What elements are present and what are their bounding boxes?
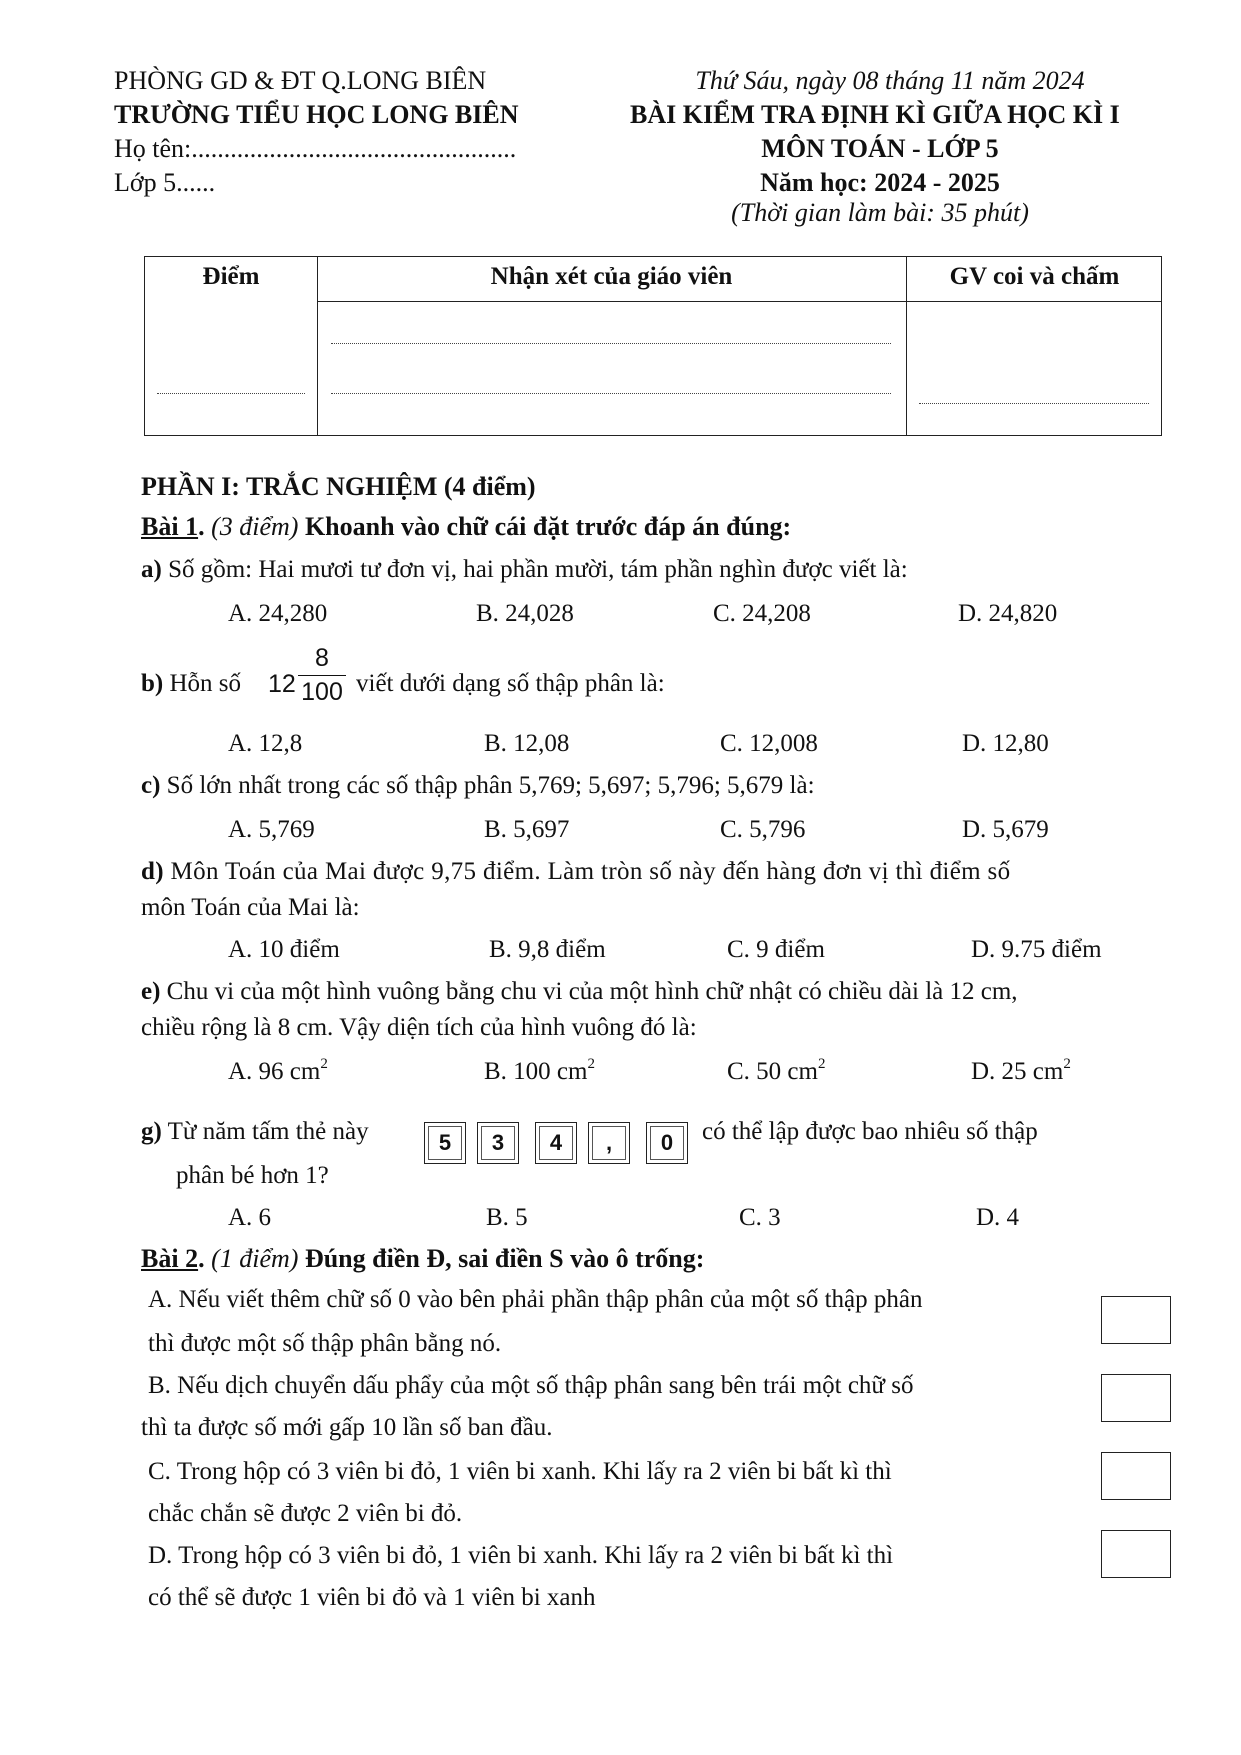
score-blank[interactable]: [157, 393, 305, 394]
question-e-label: e): [141, 978, 161, 1005]
option-c-C[interactable]: C. 5,796: [720, 816, 806, 843]
statement-D-line2: có thể sẽ được 1 viên bi đỏ và 1 viên bi xanh: [148, 1584, 596, 1611]
answer-box-C[interactable]: [1101, 1452, 1171, 1500]
question-c: [141, 772, 815, 800]
question-e-line2: chiều rộng là 8 cm. Vậy diện tích của hình vuông đó là:: [141, 1014, 697, 1041]
answer-box-A[interactable]: [1101, 1296, 1171, 1344]
statement-A-line2: thì được một số thập phân bằng nó.: [148, 1330, 502, 1357]
question-g-line2: phân bé hơn 1?: [176, 1162, 329, 1189]
question-a: [141, 556, 908, 584]
statement-C-line1: C. Trong hộp có 3 viên bi đỏ, 1 viên bi xanh. Khi lấy ra 2 viên bi bất kì thì: [148, 1458, 892, 1485]
option-b-B[interactable]: B. 12,08: [484, 730, 570, 757]
teacher-blank[interactable]: [919, 403, 1149, 404]
question-b-before: [141, 670, 241, 698]
question-b-after: viết dưới dạng số thập phân là:: [356, 670, 665, 697]
score-table: [144, 256, 1162, 436]
statement-D-line1: D. Trong hộp có 3 viên bi đỏ, 1 viên bi xanh. Khi lấy ra 2 viên bi bất kì thì: [148, 1542, 894, 1569]
bai2-label: Bài 2: [141, 1244, 199, 1273]
option-a-D[interactable]: D. 24,820: [958, 600, 1058, 627]
number-card-4: 4: [535, 1122, 577, 1164]
answer-box-D[interactable]: [1101, 1530, 1171, 1578]
option-g-C[interactable]: C. 3: [739, 1204, 781, 1231]
question-d-line2: môn Toán của Mai là:: [141, 894, 360, 921]
student-name-field[interactable]: ..................................................: [191, 134, 517, 163]
statement-B-line1: B. Nếu dịch chuyển dấu phẩy của một số thập phân sang bên trái một chữ số: [148, 1372, 914, 1399]
question-g-text-before: Từ năm tấm thẻ này: [167, 1118, 369, 1145]
answer-box-B[interactable]: [1101, 1374, 1171, 1422]
exam-date: Thứ Sáu, ngày 08 tháng 11 năm 2024: [695, 66, 1085, 95]
mixed-number-fraction: [298, 644, 346, 707]
fraction-numerator: 8: [315, 644, 329, 672]
option-b-A[interactable]: A. 12,8: [228, 730, 303, 757]
statement-A-line1: A. Nếu viết thêm chữ số 0 vào bên phải phần thập phân của một số thập phân: [148, 1286, 923, 1313]
school-name: TRƯỜNG TIỂU HỌC LONG BIÊN: [114, 100, 519, 129]
number-card-0: 0: [646, 1122, 688, 1164]
option-d-A[interactable]: A. 10 điểm: [228, 936, 340, 963]
question-g-label: g): [141, 1118, 162, 1145]
option-a-A[interactable]: A. 24,280: [228, 600, 328, 627]
number-card-5: 5: [424, 1122, 466, 1164]
option-a-C[interactable]: C. 24,208: [713, 600, 811, 627]
option-e-A[interactable]: A. 96 $cm^2$: [228, 1055, 328, 1085]
number-card-3: 3: [477, 1122, 519, 1164]
question-d-line1: [141, 858, 1011, 886]
bai2-instruction: Đúng điền Đ, sai điền S vào ô trống:: [304, 1244, 705, 1273]
fraction-denominator: 100: [301, 678, 343, 706]
question-g-before: [141, 1118, 369, 1146]
question-a-label: a): [141, 556, 162, 583]
bai1-label: Bài 1: [141, 512, 199, 541]
comment-blank-1[interactable]: [331, 343, 891, 344]
question-d-label: d): [141, 858, 164, 885]
option-g-A[interactable]: A. 6: [228, 1204, 272, 1231]
option-e-C[interactable]: C. 50 $cm^2$: [727, 1055, 826, 1085]
question-b-label: b): [141, 670, 164, 697]
score-column-header: Điểm: [202, 263, 260, 290]
option-g-B[interactable]: B. 5: [486, 1204, 528, 1231]
option-c-A[interactable]: A. 5,769: [228, 816, 315, 843]
part1-heading: PHẦN I: TRẮC NGHIỆM (4 điểm): [141, 472, 536, 501]
option-d-B[interactable]: B. 9,8 điểm: [489, 936, 606, 963]
bai2-heading: Bài 2. (1 điểm) Đúng điền Đ, sai điền S vào ô trống:: [141, 1244, 705, 1273]
bai1-heading: Bài 1. (3 điểm) Khoanh vào chữ cái đặt trước đáp án đúng:: [141, 512, 792, 541]
question-e-text-1: Chu vi của một hình vuông bằng chu vi của một hình chữ nhật có chiều dài là 12 cm,: [166, 978, 1018, 1005]
option-g-D[interactable]: D. 4: [976, 1204, 1020, 1231]
option-c-B[interactable]: B. 5,697: [484, 816, 570, 843]
exam-duration: (Thời gian làm bài: 35 phút): [731, 198, 1029, 227]
option-c-D[interactable]: D. 5,679: [962, 816, 1049, 843]
option-e-B[interactable]: B. 100 $cm^2$: [484, 1055, 595, 1085]
question-b-text-before: Hỗn số: [169, 670, 242, 697]
bai1-points: (3 điểm): [211, 512, 299, 541]
exam-title: BÀI KIỂM TRA ĐỊNH KÌ GIỮA HỌC KÌ I: [630, 100, 1120, 129]
question-c-text: Số lớn nhất trong các số thập phân 5,769; 5,697; 5,796; 5,679 là:: [166, 772, 815, 799]
option-a-B[interactable]: B. 24,028: [476, 600, 574, 627]
school-year: Năm học: 2024 - 2025: [760, 168, 1000, 197]
bai2-points: (1 điểm): [211, 1244, 299, 1273]
question-d-text-1: Môn Toán của Mai được 9,75 điểm. Làm tròn số này đến hàng đơn vị thì điểm số: [170, 858, 1011, 885]
option-e-D[interactable]: D. 25 $cm^2$: [971, 1055, 1071, 1085]
bai1-instruction: Khoanh vào chữ cái đặt trước đáp án đúng:: [304, 512, 792, 541]
question-a-text: Số gồm: Hai mươi tư đơn vị, hai phần mười, tám phần nghìn được viết là:: [168, 556, 908, 583]
statement-C-line2: chắc chắn sẽ được 2 viên bi đỏ.: [148, 1500, 463, 1527]
student-name-line: [114, 134, 516, 164]
comment-column-header: Nhận xét của giáo viên: [490, 263, 733, 290]
department-name: PHÒNG GD & ĐT Q.LONG BIÊN: [114, 66, 487, 95]
option-d-D[interactable]: D. 9.75 điểm: [971, 936, 1102, 963]
exam-subject: MÔN TOÁN - LỚP 5: [761, 134, 999, 163]
option-d-C[interactable]: C. 9 điểm: [727, 936, 825, 963]
statement-B-line2: thì ta được số mới gấp 10 lần số ban đầu.: [141, 1414, 553, 1441]
option-b-D[interactable]: D. 12,80: [962, 730, 1049, 757]
comment-blank-2[interactable]: [331, 393, 891, 394]
question-c-label: c): [141, 772, 161, 799]
teacher-column-header: GV coi và chấm: [949, 263, 1120, 290]
comma-card: ,: [588, 1122, 630, 1164]
question-e-line1: [141, 978, 1018, 1006]
class-field[interactable]: Lớp 5......: [114, 168, 216, 197]
option-b-C[interactable]: C. 12,008: [720, 730, 818, 757]
mixed-number-whole: 12: [268, 670, 296, 698]
student-name-label: Họ tên:: [114, 134, 192, 163]
question-g-after: có thể lập được bao nhiêu số thập: [702, 1118, 1038, 1145]
